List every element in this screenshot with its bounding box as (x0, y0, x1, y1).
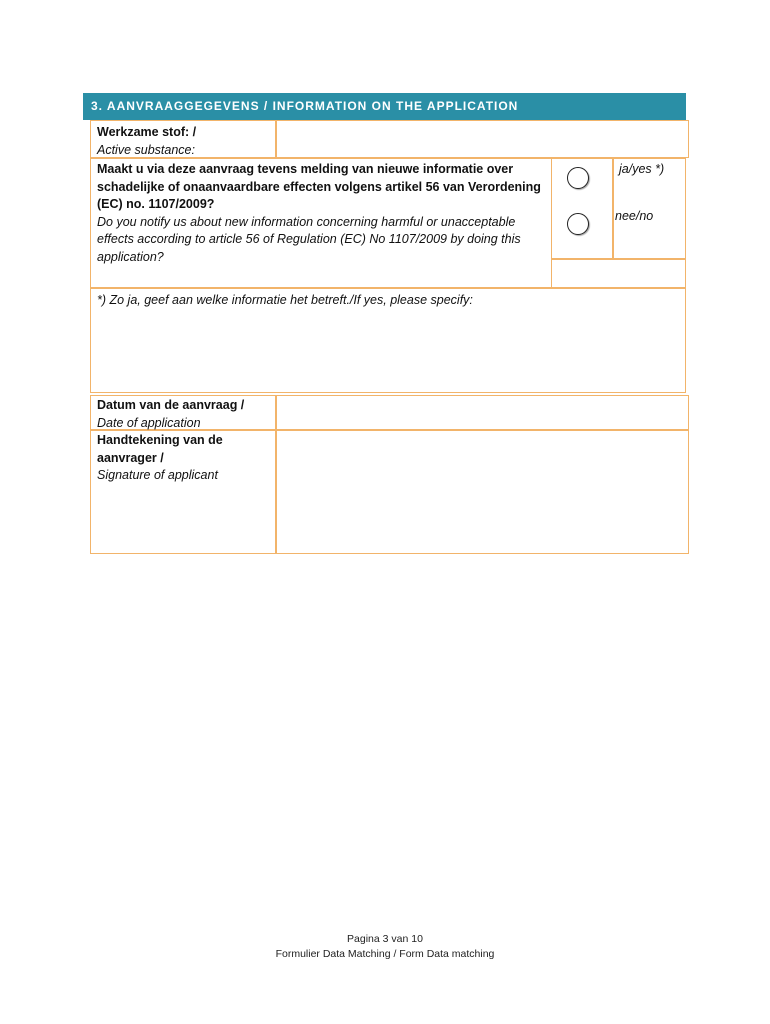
date-field[interactable] (276, 395, 689, 430)
option-spacer-cell (551, 259, 686, 288)
yes-option-label: ja/yes *) (619, 162, 665, 176)
active-substance-field[interactable] (276, 120, 689, 158)
footer-form-name: Formulier Data Matching / Form Data matching (275, 948, 495, 960)
notification-question-en: Do you notify us about new information concerning harmful or unacceptable effects according to article 56 of Regulation (EC) No 1107/2009 by doing this application? (97, 214, 521, 264)
date-label-nl: Datum van de aanvraag / (97, 398, 245, 412)
notification-question-cell (90, 158, 551, 288)
no-radio[interactable] (567, 213, 589, 235)
active-substance-label-en: Active substance: (97, 142, 195, 157)
signature-label-nl: Handtekening van de aanvrager / (97, 433, 223, 465)
yes-radio[interactable] (567, 167, 589, 189)
footer-page-number: Pagina 3 van 10 (347, 933, 423, 945)
active-substance-label-nl: Werkzame stof: / (97, 125, 197, 139)
signature-label-en: Signature of applicant (97, 468, 218, 482)
date-label-cell (90, 395, 276, 430)
no-option-label: nee/no (615, 209, 654, 223)
section-title: 3. AANVRAAGGEGEVENS / INFORMATION ON THE APPLICATION (91, 99, 519, 113)
section-header (83, 93, 686, 120)
signature-field[interactable] (276, 430, 689, 554)
date-label-en: Date of application (97, 415, 201, 430)
specify-label: *) Zo ja, geef aan welke informatie het betreft./If yes, please specify: (97, 293, 473, 307)
active-substance-label-cell (90, 120, 276, 158)
signature-label-cell (90, 430, 276, 554)
notification-question-nl: Maakt u via deze aanvraag tevens melding van nieuwe informatie over schadelijke of onaanvaardbare effecten volgens artikel 56 van Verordening (EC) no. 1107/2009? (97, 162, 541, 211)
specify-field[interactable] (90, 288, 686, 393)
